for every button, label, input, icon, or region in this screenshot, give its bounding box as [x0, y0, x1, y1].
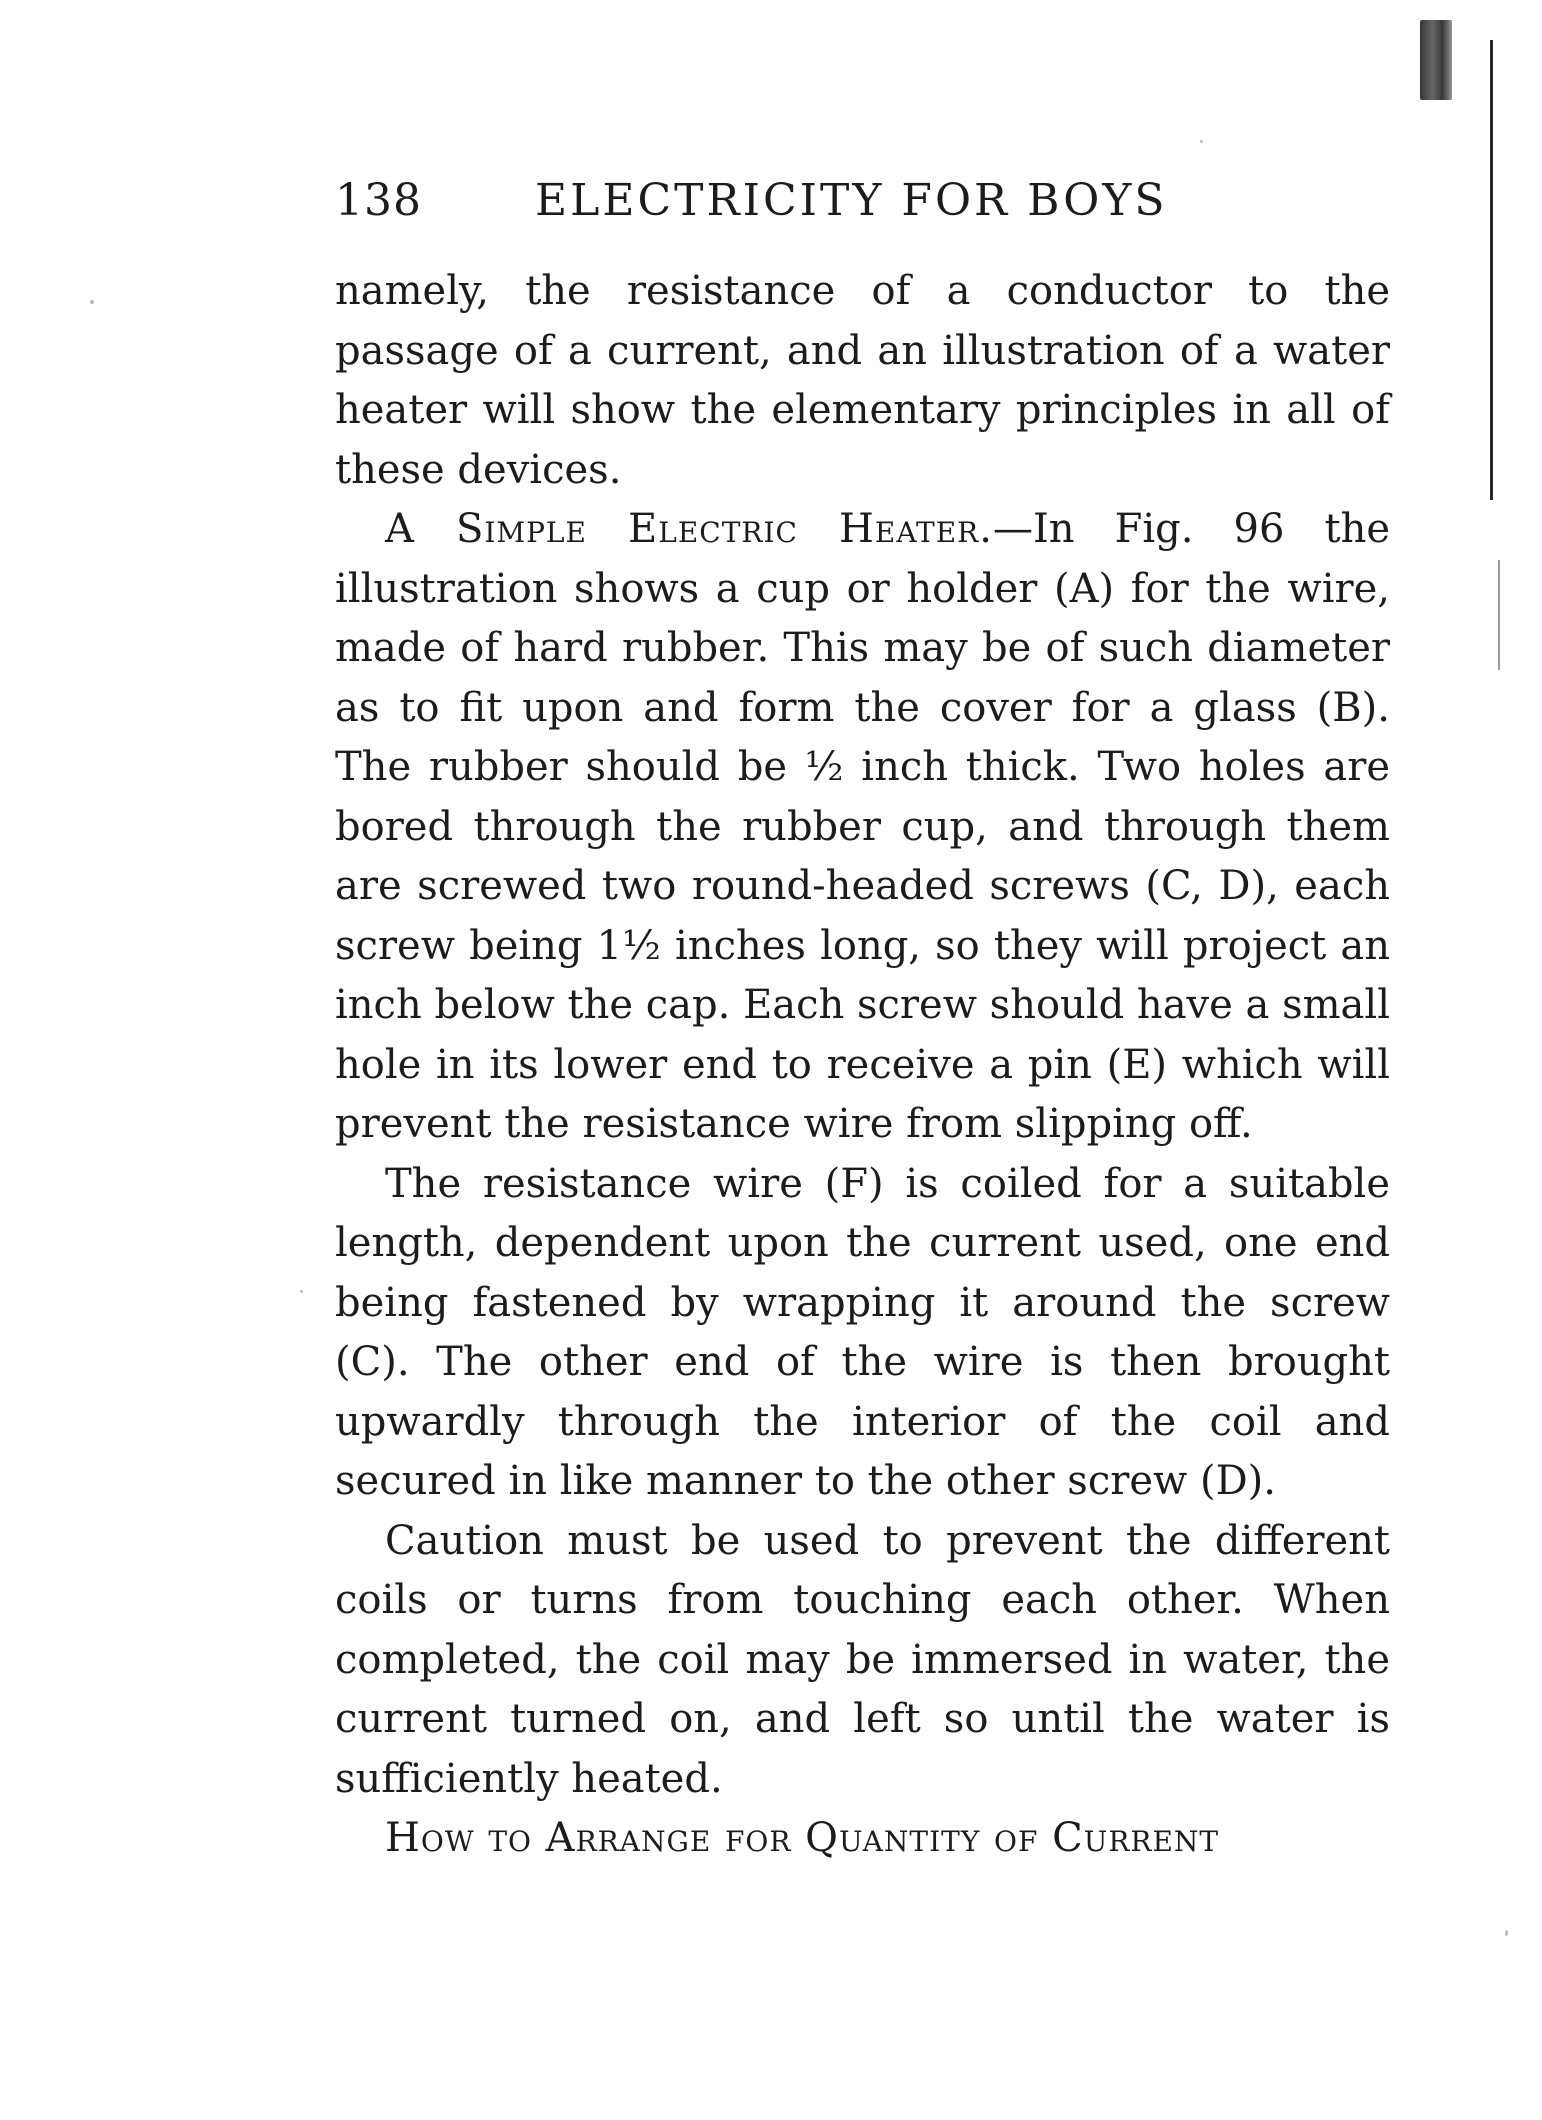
scan-speck [1505, 1930, 1508, 1936]
paragraph-text: Caution must be used to prevent the different coils or turns from touching each other. When completed, the coil may be immersed in water, the current turned on, and left so until the water is sufficiently heated. [335, 1517, 1390, 1802]
paragraph [335, 1809, 1390, 1869]
paragraph [335, 262, 1390, 500]
paragraph [335, 500, 1390, 1155]
paragraph-text: —In Fig. 96 the illustration shows a cup or holder (A) for the wire, made of hard rubber. This may be of such diameter as to fit upon and form the cover for a glass (B). The rubber should be ½ inch thick. Two holes are bored through the rubber cup, and through them are screwed two round-headed screws (C, D), each screw being 1½ inches long, so they will project an inch below the cap. Each screw should have a small hole in its lower end to receive a pin (E) which will prevent the resistance wire from slipping off. [335, 506, 1390, 1147]
section-heading: A Simple Electric Heater. [385, 506, 993, 552]
running-header [335, 175, 1355, 235]
paragraph [335, 1155, 1390, 1512]
scan-speck [1200, 140, 1203, 143]
scan-page-edge-lower [1498, 560, 1500, 670]
running-title: ELECTRICITY FOR BOYS [535, 175, 1168, 226]
scan-speck [300, 1290, 303, 1293]
scan-speck [90, 300, 94, 304]
paragraph [335, 1512, 1390, 1810]
paragraph-text: The resistance wire (F) is coiled for a suitable length, dependent upon the current used, one end being fastened by wrapping it around the screw (C). The other end of the wire is then brought upwardly through the interior of the coil and secured in like manner to the other screw (D). [335, 1160, 1390, 1504]
scan-binding-mark [1420, 20, 1452, 100]
scan-page-edge [1490, 40, 1493, 500]
body-text [335, 262, 1390, 1869]
paragraph-text: namely, the resistance of a conductor to the passage of a current, and an illustration of a water heater will show the elementary principles in all of these devices. [335, 268, 1390, 493]
page-number: 138 [335, 175, 422, 226]
section-heading: How to Arrange for Quantity of Current [385, 1815, 1220, 1861]
